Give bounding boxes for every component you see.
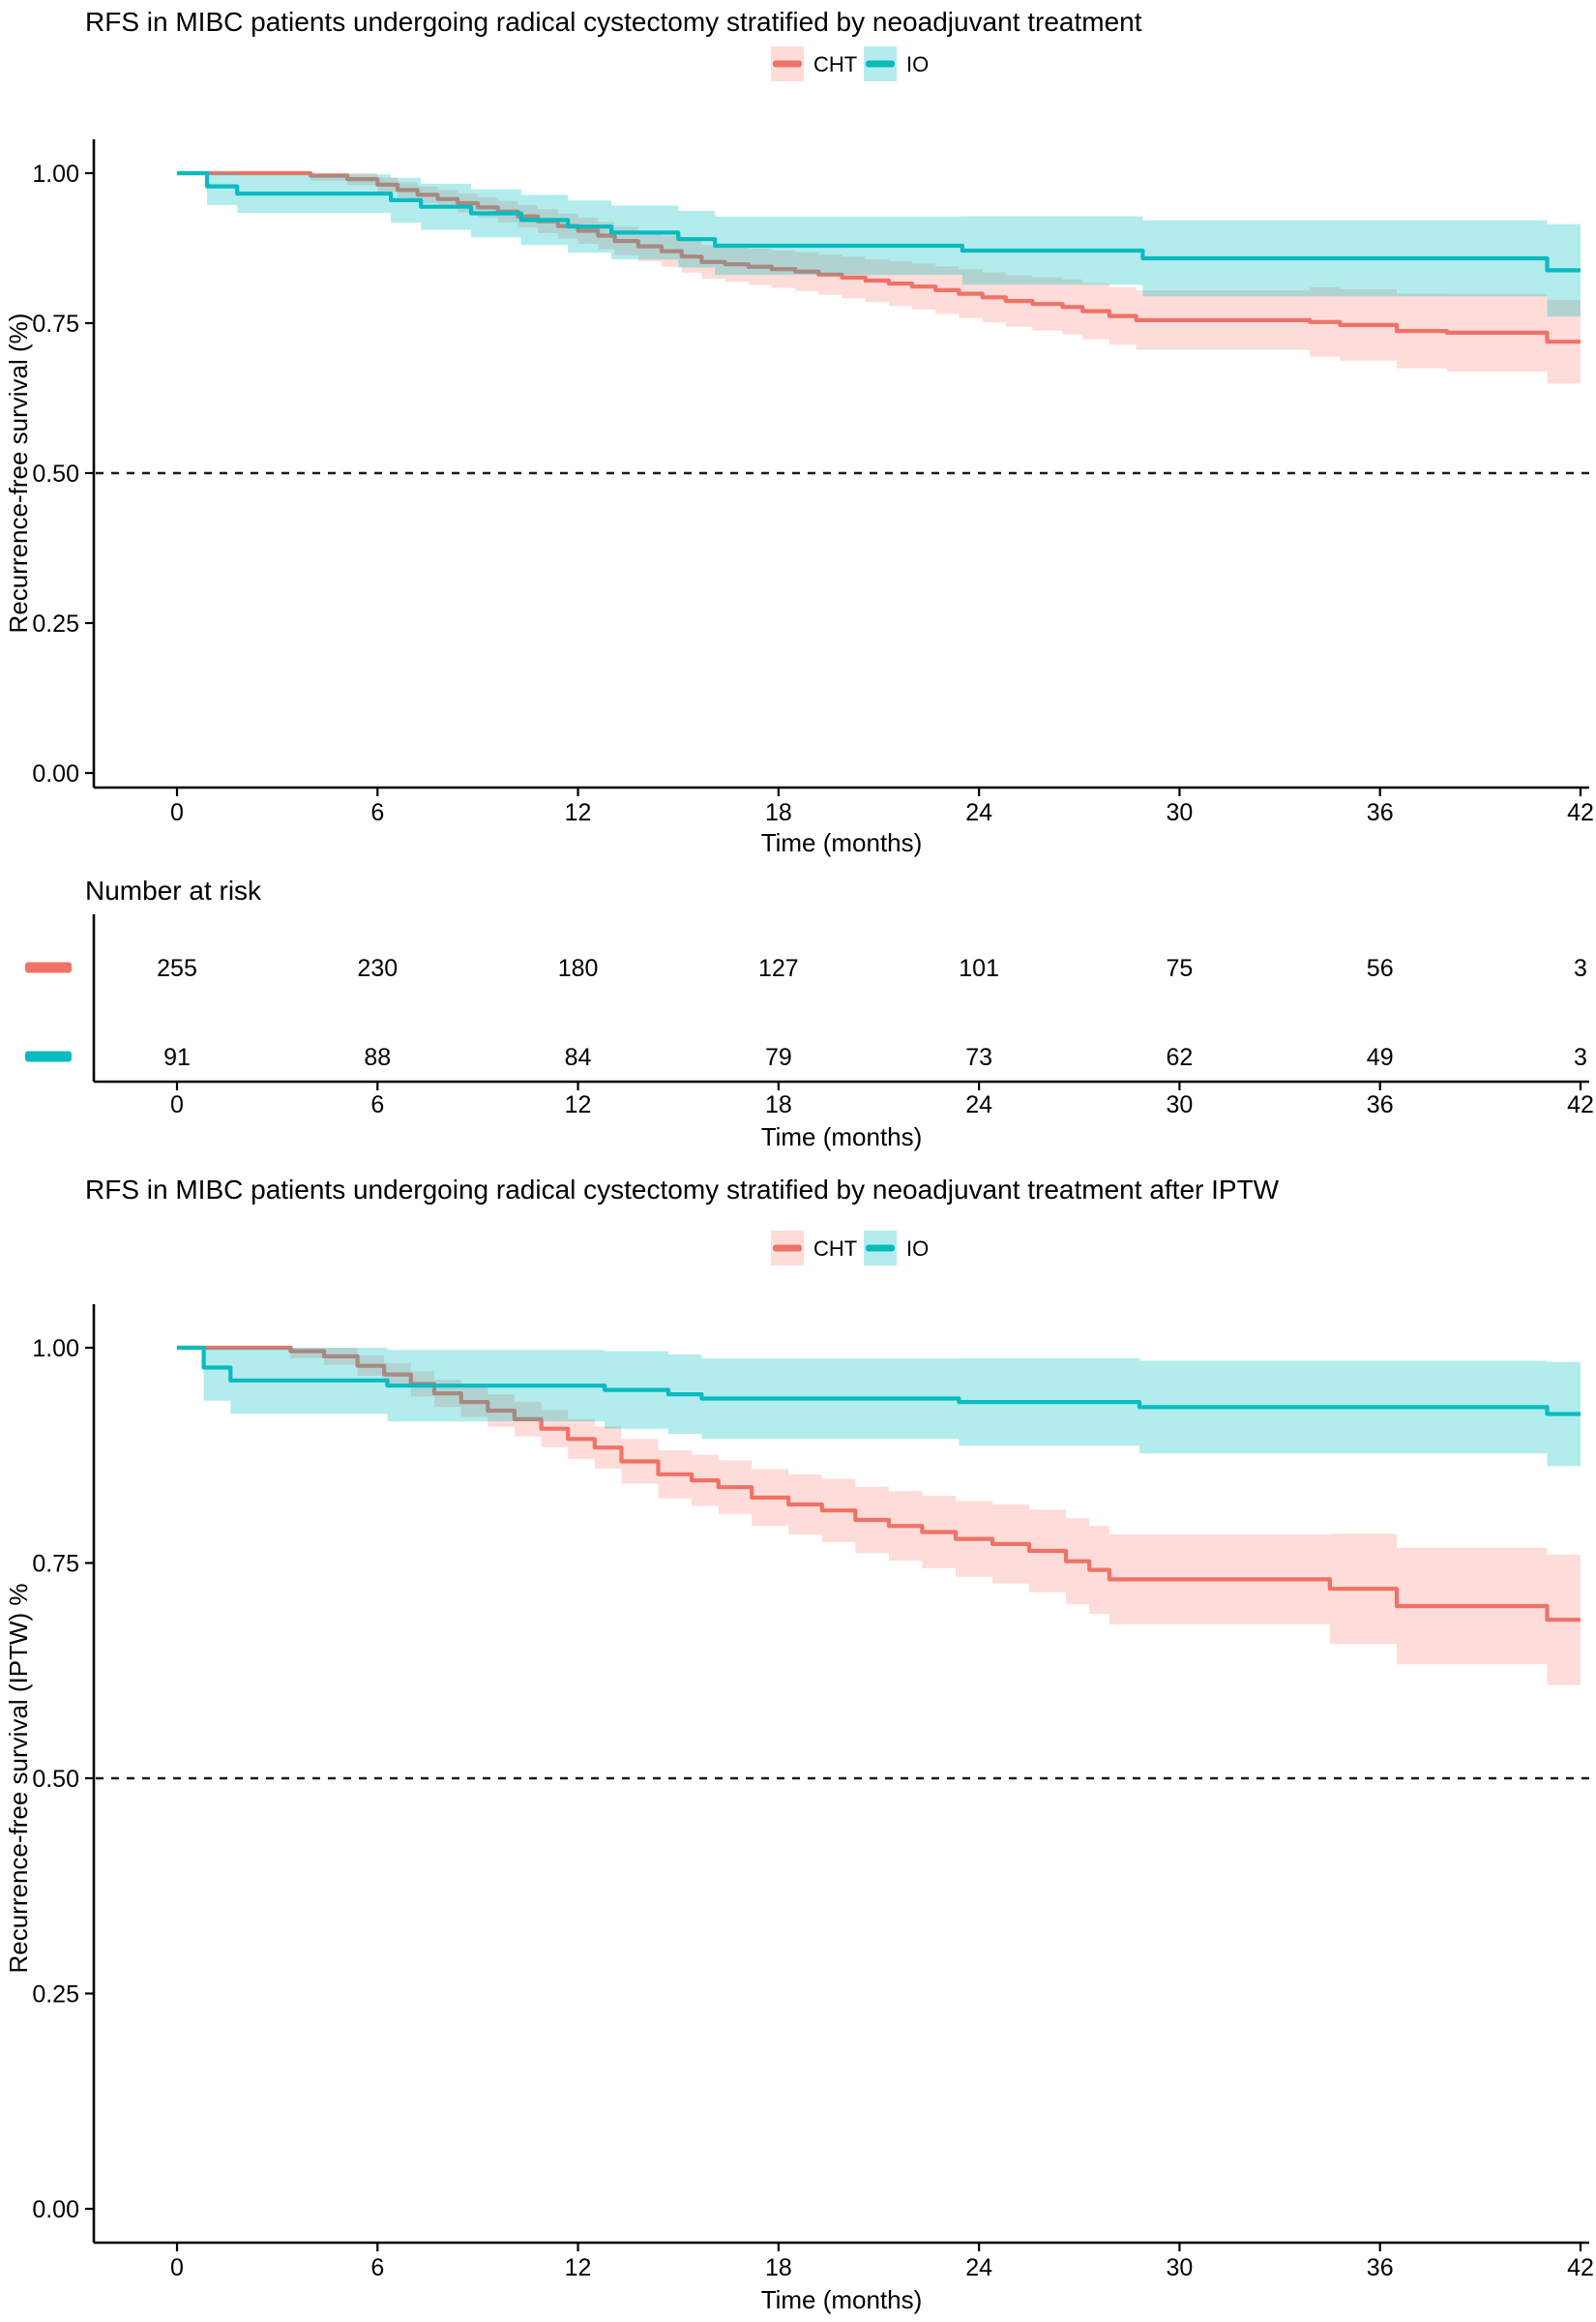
risk-table-title: Number at risk bbox=[85, 876, 262, 906]
x-tick-label: 12 bbox=[564, 2254, 592, 2281]
legend-line-io-icon bbox=[866, 1245, 895, 1252]
y-tick-label: 0.50 bbox=[32, 1766, 79, 1793]
x-tick-label: 0 bbox=[170, 1091, 184, 1118]
risk-value: 101 bbox=[959, 955, 1000, 982]
x-tick-label: 36 bbox=[1366, 1091, 1394, 1118]
number-at-risk-table bbox=[25, 876, 1594, 1151]
risk-value: 3 bbox=[1574, 1044, 1587, 1071]
risk-value: 79 bbox=[764, 1044, 792, 1071]
km-plot-top bbox=[4, 7, 1594, 857]
x-tick-label: 42 bbox=[1567, 799, 1594, 826]
risk-value: 255 bbox=[157, 955, 197, 982]
risk-value: 84 bbox=[564, 1044, 592, 1071]
y-tick-label: 0.75 bbox=[32, 1550, 79, 1578]
y-tick-label: 1.00 bbox=[32, 1335, 79, 1362]
risk-value: 73 bbox=[965, 1044, 993, 1071]
y-tick-label: 0.00 bbox=[32, 2196, 79, 2223]
risk-value: 230 bbox=[357, 955, 399, 982]
x-tick-label: 6 bbox=[370, 2254, 385, 2281]
legend-label-io: IO bbox=[906, 1236, 930, 1261]
km-plot-iptw bbox=[4, 1175, 1594, 2314]
x-tick-label: 30 bbox=[1166, 1091, 1194, 1118]
risk-value: 127 bbox=[757, 955, 799, 982]
x-tick-label: 42 bbox=[1567, 1091, 1594, 1118]
legend-line-io-icon bbox=[866, 61, 895, 68]
plot-title-iptw: RFS in MIBC patients undergoing radical cystectomy stratified by neoadjuvant treatment after IPTW bbox=[85, 1175, 1280, 1205]
x-tick-label: 36 bbox=[1366, 799, 1394, 826]
legend bbox=[771, 1231, 929, 1265]
risk-value: 49 bbox=[1366, 1044, 1394, 1071]
x-tick-label: 18 bbox=[764, 2254, 792, 2281]
x-tick-label: 24 bbox=[965, 799, 993, 826]
x-tick-label: 6 bbox=[370, 799, 385, 826]
y-tick-label: 0.25 bbox=[32, 610, 79, 638]
x-tick-label: 24 bbox=[965, 1091, 993, 1118]
risk-row-key-io-icon bbox=[25, 1052, 72, 1062]
legend-label-cht: CHT bbox=[813, 1236, 858, 1261]
legend-label-io: IO bbox=[906, 52, 930, 76]
risk-value: 3 bbox=[1574, 955, 1587, 982]
y-tick-label: 0.25 bbox=[32, 1980, 79, 2009]
plot-title-top: RFS in MIBC patients undergoing radical cystectomy stratified by neoadjuvant treatment bbox=[85, 7, 1142, 37]
risk-value: 62 bbox=[1166, 1044, 1194, 1071]
y-tick-label: 0.50 bbox=[32, 461, 79, 488]
x-tick-label: 0 bbox=[170, 2254, 184, 2281]
x-tick-label: 6 bbox=[370, 1091, 385, 1118]
risk-value: 75 bbox=[1166, 955, 1194, 982]
x-tick-label: 12 bbox=[564, 799, 592, 826]
y-tick-label: 0.00 bbox=[32, 760, 79, 788]
x-axis-title: Time (months) bbox=[760, 2285, 923, 2314]
x-tick-label: 0 bbox=[170, 799, 184, 826]
risk-row-io bbox=[25, 1044, 1587, 1071]
legend-label-cht: CHT bbox=[813, 52, 858, 76]
x-tick-label: 18 bbox=[764, 1091, 792, 1118]
x-axis-title: Time (months) bbox=[760, 1122, 923, 1151]
legend bbox=[771, 46, 929, 81]
y-tick-label: 0.75 bbox=[32, 311, 79, 338]
risk-row-key-cht-icon bbox=[25, 963, 72, 973]
y-axis-title: Recurrence-free survival (%) bbox=[4, 313, 33, 634]
x-tick-label: 12 bbox=[564, 1091, 592, 1118]
y-axis-title: Recurrence-free survival (IPTW) % bbox=[4, 1583, 33, 1974]
x-tick-label: 18 bbox=[764, 799, 792, 826]
x-tick-label: 42 bbox=[1567, 2254, 1594, 2281]
x-tick-label: 36 bbox=[1366, 2254, 1394, 2281]
risk-value: 180 bbox=[557, 955, 599, 982]
legend-line-cht-icon bbox=[773, 61, 802, 68]
risk-value: 56 bbox=[1366, 955, 1394, 982]
x-tick-label: 30 bbox=[1166, 799, 1194, 826]
risk-value: 88 bbox=[364, 1044, 392, 1071]
x-axis-title: Time (months) bbox=[760, 828, 923, 857]
x-tick-label: 24 bbox=[965, 2254, 993, 2281]
y-tick-label: 1.00 bbox=[32, 161, 79, 188]
risk-value: 91 bbox=[163, 1044, 191, 1071]
x-tick-label: 30 bbox=[1166, 2254, 1194, 2281]
risk-row-cht bbox=[25, 955, 1587, 982]
legend-line-cht-icon bbox=[773, 1245, 802, 1252]
